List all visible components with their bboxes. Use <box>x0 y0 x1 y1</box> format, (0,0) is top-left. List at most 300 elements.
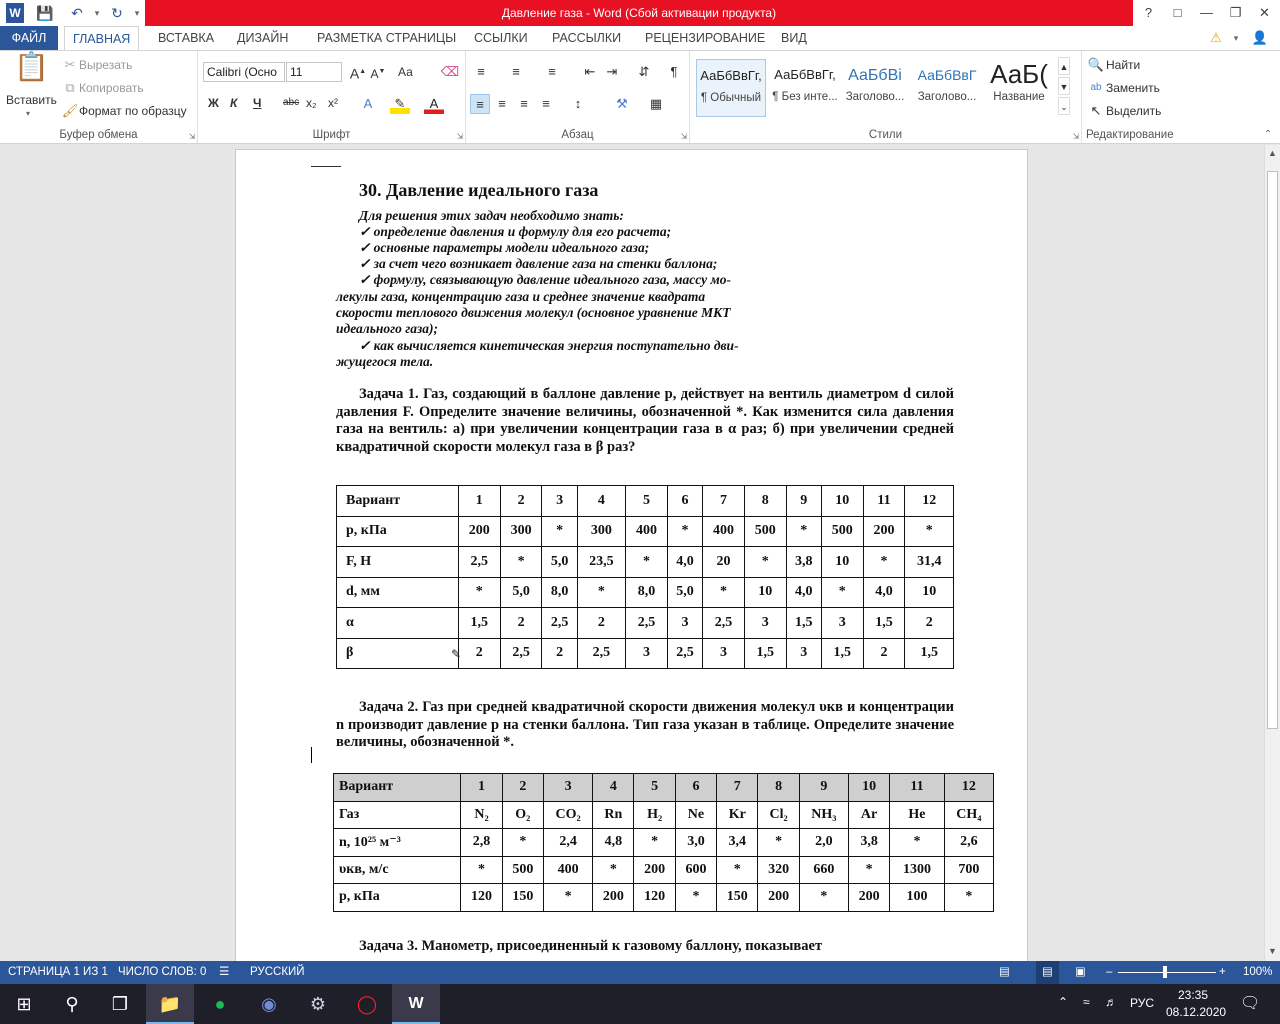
table-cell: 1,5 <box>863 608 905 639</box>
highlight-icon[interactable]: ✎ <box>390 94 410 114</box>
table-cell: 2 <box>500 608 542 639</box>
style-preview: АаБбВвГ <box>917 67 977 83</box>
intro-line: ✓ за счет чего возникает давление газа на стенки баллона; <box>359 256 718 271</box>
table-cell: 1 <box>458 486 500 517</box>
table-cell: 3 <box>821 608 863 639</box>
table-cell: 200 <box>863 516 905 547</box>
keyboard-language[interactable]: РУС <box>1130 996 1155 1010</box>
minimize-button[interactable]: — <box>1200 5 1213 20</box>
paragraph-launcher-icon[interactable]: ⇲ <box>680 132 688 141</box>
intro-line: Для решения этих задач необходимо знать: <box>359 208 624 223</box>
table-cell: 31,4 <box>905 547 954 578</box>
document-area[interactable] <box>0 145 1264 961</box>
table-cell: 5 <box>634 774 675 802</box>
table-cell: 2,8 <box>461 829 502 857</box>
table-cell: 3 <box>667 608 702 639</box>
notifications-icon[interactable]: 🗨 <box>1240 995 1261 1012</box>
zoom-slider[interactable] <box>1118 972 1216 973</box>
table-cell: 3 <box>542 486 577 517</box>
scroll-up-icon[interactable]: ▲ <box>1268 148 1277 158</box>
style-title[interactable] <box>984 59 1054 117</box>
table-cell: 4,0 <box>667 547 702 578</box>
table-cell: 8 <box>744 486 786 517</box>
style-name: ¶ Обычный <box>700 92 762 104</box>
subscript-button[interactable]: x₂ <box>306 96 317 110</box>
network-icon[interactable]: ≈ <box>1083 995 1090 1009</box>
clipboard-group-label: Буфер обмена <box>59 129 138 141</box>
table-cell: υкв, м/с <box>334 856 461 884</box>
decrease-indent-icon[interactable]: ⇤ <box>584 64 596 79</box>
redo-icon[interactable]: ↻ <box>111 5 123 21</box>
select-button[interactable]: Выделить <box>1106 104 1162 118</box>
pencil-cursor-icon: ✎ <box>451 647 462 661</box>
spotify-icon[interactable]: ● <box>214 994 226 1014</box>
table-cell: 500 <box>502 856 543 884</box>
table-cell: * <box>821 577 863 608</box>
table-cell: * <box>786 516 821 547</box>
table-cell: * <box>667 516 702 547</box>
table-row <box>337 547 954 578</box>
table-cell: 3 <box>744 608 786 639</box>
table-cell: 4,8 <box>593 829 634 857</box>
text-effects-icon[interactable]: A <box>363 96 373 111</box>
account-avatar-icon[interactable]: 👤 <box>1251 30 1269 45</box>
cut-button[interactable]: Вырезать <box>79 58 133 72</box>
table-cell: 3 <box>543 774 592 802</box>
table-cell: 2 <box>500 486 542 517</box>
table-task1 <box>336 485 954 669</box>
table-cell: 2,0 <box>799 829 848 857</box>
web-layout-icon[interactable]: ▣ <box>1075 966 1086 978</box>
table-cell: Kr <box>717 801 758 829</box>
font-name-select[interactable]: Calibri (Осно <box>203 62 285 82</box>
table-cell: 1,5 <box>905 638 954 669</box>
table-cell: 2 <box>458 638 500 669</box>
table-cell: 1,5 <box>821 638 863 669</box>
table-cell: * <box>944 884 993 912</box>
table-cell: 100 <box>890 884 944 912</box>
table-row <box>334 856 994 884</box>
table-cell: 7 <box>703 486 745 517</box>
restore-button[interactable]: ❐ <box>1229 5 1242 20</box>
table-cell: 2,5 <box>542 608 577 639</box>
style-preview: АаБбВвГг, <box>774 67 836 82</box>
scroll-thumb[interactable] <box>1267 171 1278 729</box>
table-cell: 2,5 <box>500 638 542 669</box>
window-title: Давление газа - Word (Сбой активации продукта) <box>145 0 1133 26</box>
intro-line: идеального газа); <box>336 321 438 336</box>
table-cell: 10 <box>744 577 786 608</box>
table-cell: 1,5 <box>458 608 500 639</box>
table-cell: 20 <box>703 547 745 578</box>
multilevel-list-icon[interactable]: ≡ <box>548 64 556 79</box>
proofing-icon[interactable]: ☰ <box>219 966 230 978</box>
table-cell: * <box>500 547 542 578</box>
cut-icon[interactable]: ✂ <box>64 57 76 72</box>
table-cell: 9 <box>799 774 848 802</box>
ribbon-display-icon[interactable]: □ <box>1173 5 1182 20</box>
table-cell: * <box>542 516 577 547</box>
change-case-button[interactable]: Аа <box>398 65 413 79</box>
table-cell: β <box>337 638 459 669</box>
warning-icon[interactable]: ⚠ <box>1210 30 1222 45</box>
table-cell: * <box>577 577 625 608</box>
bold-button[interactable]: Ж <box>208 96 219 110</box>
table-cell: * <box>863 547 905 578</box>
styles-more-icon[interactable]: ⌄ <box>1058 97 1070 115</box>
steam-icon[interactable]: ⚙ <box>309 994 327 1014</box>
table-cell: CH₄ <box>944 801 993 829</box>
table-cell: 2,4 <box>543 829 592 857</box>
zoom-in-icon[interactable]: + <box>1219 966 1226 978</box>
table-cell: 4,0 <box>863 577 905 608</box>
table-cell: 320 <box>758 856 799 884</box>
copy-icon[interactable]: ⧉ <box>65 80 75 95</box>
word-app-icon[interactable]: W <box>6 3 24 23</box>
intro-line: скорости теплового движения молекул (основное уравнение МКТ <box>336 305 731 320</box>
table-cell: 700 <box>944 856 993 884</box>
table-cell: * <box>634 829 675 857</box>
style-preview: АаБ( <box>990 59 1048 89</box>
table-cell: * <box>543 884 592 912</box>
table-cell: 200 <box>758 884 799 912</box>
table-cell: 6 <box>675 774 716 802</box>
table-cell: * <box>703 577 745 608</box>
table-task2 <box>333 773 994 912</box>
font-size-select[interactable]: 11 <box>286 62 342 82</box>
align-center-icon[interactable]: ≡ <box>498 96 506 111</box>
justify-icon[interactable]: ≡ <box>542 96 550 111</box>
paste-button[interactable]: Вставить <box>6 93 57 107</box>
style-name: Заголово... <box>845 91 905 103</box>
select-icon[interactable]: ↖ <box>1090 103 1102 118</box>
table-cell: 3 <box>703 638 745 669</box>
task2-text: Задача 2. Газ при средней квадратичной скорости движения молекул υкв и концентрации n производит давление p на стенки баллона. Тип газа указан в таблице. Определите значение величины, обозначенной *. <box>336 699 954 750</box>
task1-text: Задача 1. Газ, создающий в баллоне давление p, действует на вентиль диаметром d силой давления F. Определите значение величины, обозначенной *. Как изменится сила давления газа на вентиль: а) при увеличении концентрации газа в α раз; б) при увеличении средней квадратичной скорости молекул газа в β раз? <box>336 386 954 455</box>
table-cell: 400 <box>626 516 668 547</box>
table-cell: 1300 <box>890 856 944 884</box>
clipboard-group <box>0 51 198 143</box>
table-cell: 8,0 <box>626 577 668 608</box>
table-cell: * <box>744 547 786 578</box>
table-cell: 2,5 <box>667 638 702 669</box>
table-row <box>334 774 994 802</box>
word-count[interactable]: ЧИСЛО СЛОВ: 0 <box>118 966 207 978</box>
table-row <box>334 801 994 829</box>
table-cell: * <box>799 884 848 912</box>
table-cell: Газ <box>334 801 461 829</box>
table-cell: N₂ <box>461 801 502 829</box>
align-right-icon[interactable]: ≡ <box>520 96 528 111</box>
table-cell: 400 <box>703 516 745 547</box>
table-cell: He <box>890 801 944 829</box>
styles-launcher-icon[interactable]: ⇲ <box>1072 132 1080 141</box>
table-cell: 10 <box>821 547 863 578</box>
table-cell: 11 <box>863 486 905 517</box>
style-name: Название <box>993 91 1045 103</box>
zoom-out-icon[interactable]: – <box>1106 966 1113 978</box>
table-cell: d, мм <box>337 577 459 608</box>
replace-icon[interactable]: ab <box>1090 82 1102 93</box>
table-cell: 660 <box>799 856 848 884</box>
font-group-label: Шрифт <box>312 129 351 141</box>
table-cell: 1,5 <box>786 608 821 639</box>
table-cell: p, кПа <box>337 516 459 547</box>
close-button[interactable]: ✕ <box>1259 5 1270 20</box>
language[interactable]: РУССКИЙ <box>250 966 305 978</box>
table-cell: * <box>626 547 668 578</box>
read-mode-icon[interactable]: ▤ <box>999 966 1010 978</box>
sort-icon[interactable]: ⇵ <box>638 64 650 79</box>
borders-icon[interactable]: ▦ <box>649 96 663 111</box>
table-cell: 2 <box>502 774 543 802</box>
clipboard-launcher-icon[interactable]: ⇲ <box>188 132 196 141</box>
table-cell: 2 <box>905 608 954 639</box>
table-cell: 3,8 <box>848 829 889 857</box>
table-cell: 23,5 <box>577 547 625 578</box>
tab-file[interactable]: ФАЙЛ <box>0 26 58 50</box>
intro-line: жущегося тела. <box>336 354 434 369</box>
table-cell: 3,0 <box>675 829 716 857</box>
table-cell: 3 <box>626 638 668 669</box>
account-dropdown-icon[interactable]: ▾ <box>1233 33 1239 43</box>
table-cell: * <box>502 829 543 857</box>
clock-date[interactable]: 08.12.2020 <box>1166 1005 1227 1019</box>
table-cell: 12 <box>944 774 993 802</box>
table-cell: 400 <box>543 856 592 884</box>
table-cell: 200 <box>848 884 889 912</box>
table-cell: * <box>905 516 954 547</box>
table-cell: 120 <box>461 884 502 912</box>
tray-expand-icon[interactable]: ⌃ <box>1058 995 1069 1009</box>
table-cell: 4,0 <box>786 577 821 608</box>
volume-icon[interactable]: ♬ <box>1105 995 1117 1009</box>
table-cell: 1 <box>461 774 502 802</box>
table-row <box>334 829 994 857</box>
find-button[interactable]: Найти <box>1106 58 1141 72</box>
table-cell: 2 <box>863 638 905 669</box>
table-row <box>334 884 994 912</box>
table-cell: 200 <box>634 856 675 884</box>
show-marks-icon[interactable]: ¶ <box>670 64 678 79</box>
shading-icon[interactable]: ⚒ <box>616 96 628 111</box>
table-cell: 600 <box>675 856 716 884</box>
page[interactable] <box>235 149 1028 961</box>
styles-group <box>690 51 1082 143</box>
taskbar <box>0 984 1280 1024</box>
header-line <box>311 166 341 167</box>
table-cell: 300 <box>577 516 625 547</box>
tab-references[interactable]: ССЫЛКИ <box>474 31 528 45</box>
table-cell: 150 <box>502 884 543 912</box>
table-cell: 2,5 <box>577 638 625 669</box>
table-cell: * <box>758 829 799 857</box>
table-cell: 120 <box>634 884 675 912</box>
table-cell: F, Н <box>337 547 459 578</box>
table-cell: 11 <box>890 774 944 802</box>
tab-review[interactable]: РЕЦЕНЗИРОВАНИЕ <box>645 31 766 45</box>
table-cell: 4 <box>593 774 634 802</box>
table-cell: 3 <box>786 638 821 669</box>
table-cell: NH₃ <box>799 801 848 829</box>
intro-line: лекулы газа, концентрацию газа и среднее значение квадрата <box>336 289 706 304</box>
increase-indent-icon[interactable]: ⇥ <box>606 64 618 79</box>
intro-line: ✓ определение давления и формулу для его расчета; <box>359 224 672 239</box>
opera-icon[interactable]: ◯ <box>356 994 378 1014</box>
help-button[interactable]: ? <box>1144 5 1153 20</box>
table-cell: Ar <box>848 801 889 829</box>
shrink-font-icon[interactable]: A▼ <box>370 67 386 81</box>
table-cell: 1,5 <box>744 638 786 669</box>
find-icon[interactable]: 🔍 <box>1087 57 1105 72</box>
style-name: Заголово... <box>917 91 977 103</box>
superscript-button[interactable]: x² <box>328 96 338 110</box>
word-taskbar-icon[interactable]: W <box>392 984 440 1024</box>
replace-button[interactable]: Заменить <box>1106 81 1160 95</box>
table-cell: 500 <box>821 516 863 547</box>
print-layout-icon[interactable]: ▤ <box>1036 961 1059 984</box>
table-cell: 5,0 <box>667 577 702 608</box>
table-cell: 150 <box>717 884 758 912</box>
search-icon[interactable]: ⚲ <box>65 994 79 1014</box>
clock-time[interactable]: 23:35 <box>1178 988 1209 1002</box>
table-cell: 7 <box>717 774 758 802</box>
table-cell: 200 <box>593 884 634 912</box>
text-cursor <box>311 747 312 763</box>
clear-formatting-icon[interactable]: ⌫ <box>440 64 460 79</box>
task3-text: Задача 3. Манометр, присоединенный к газовому баллону, показывает <box>359 938 823 954</box>
zoom-level[interactable]: 100% <box>1243 966 1273 978</box>
table-cell: Вариант <box>334 774 461 802</box>
table-cell: n, 10²⁵ м⁻³ <box>334 829 461 857</box>
italic-button[interactable]: К <box>230 96 238 110</box>
scroll-down-icon[interactable]: ▼ <box>1268 946 1277 956</box>
table-cell: 10 <box>848 774 889 802</box>
strikethrough-button[interactable]: abc <box>283 97 300 108</box>
undo-icon[interactable]: ↶ <box>71 5 83 21</box>
table-cell: 5,0 <box>500 577 542 608</box>
style-heading1[interactable] <box>840 59 910 117</box>
editing-group <box>1082 51 1180 143</box>
table-cell: * <box>458 577 500 608</box>
table-cell: H₂ <box>634 801 675 829</box>
qat-customize-icon[interactable]: ▾ <box>134 8 140 18</box>
style-preview: АаБбВі <box>848 67 902 84</box>
styles-scroll-down-icon[interactable]: ▼ <box>1058 77 1070 95</box>
tab-design[interactable]: ДИЗАЙН <box>237 31 289 45</box>
table-cell: * <box>717 856 758 884</box>
format-painter-icon[interactable]: 🖌 <box>61 103 79 118</box>
table-cell: 2,6 <box>944 829 993 857</box>
align-left-icon[interactable]: ≡ <box>470 94 490 114</box>
undo-dropdown-icon[interactable]: ▾ <box>94 8 100 18</box>
tab-mailings[interactable]: РАССЫЛКИ <box>552 31 622 45</box>
table-cell: * <box>848 856 889 884</box>
tab-home[interactable]: ГЛАВНАЯ <box>64 26 139 51</box>
table-cell: 10 <box>905 577 954 608</box>
save-icon[interactable]: 💾 <box>36 5 54 21</box>
discord-icon[interactable]: ◉ <box>261 994 277 1014</box>
vertical-scrollbar[interactable] <box>1264 145 1280 961</box>
styles-group-label: Стили <box>868 129 903 141</box>
file-explorer-icon[interactable]: 📁 <box>146 984 194 1024</box>
underline-button[interactable]: Ч <box>253 96 262 110</box>
copy-button[interactable]: Копировать <box>79 81 144 95</box>
table-cell: * <box>593 856 634 884</box>
table-cell: 500 <box>744 516 786 547</box>
editing-group-label: Редактирование <box>1086 129 1174 141</box>
tab-view[interactable]: ВИД <box>781 31 807 45</box>
table-cell: 300 <box>500 516 542 547</box>
table-cell: 3,8 <box>786 547 821 578</box>
page-count[interactable]: СТРАНИЦА 1 ИЗ 1 <box>8 966 108 978</box>
tab-insert[interactable]: ВСТАВКА <box>158 31 215 45</box>
ribbon <box>0 50 1280 144</box>
table-row <box>337 638 954 669</box>
table-cell: 4 <box>577 486 625 517</box>
table-cell: Cl₂ <box>758 801 799 829</box>
table-cell: 2 <box>542 638 577 669</box>
table-cell: 5,0 <box>542 547 577 578</box>
page-heading: 30. Давление идеального газа <box>359 180 599 200</box>
table-cell: 3,4 <box>717 829 758 857</box>
bullets-icon[interactable]: ≡ <box>477 64 485 79</box>
style-no-spacing[interactable] <box>770 59 840 117</box>
styles-scroll-up-icon[interactable]: ▲ <box>1058 57 1070 75</box>
style-name: ¶ Без инте... <box>772 91 838 103</box>
font-color-icon[interactable]: A <box>424 94 444 114</box>
line-spacing-icon[interactable]: ↕ <box>574 96 582 111</box>
table-cell: * <box>675 884 716 912</box>
table-cell: α <box>337 608 459 639</box>
table-cell: 2 <box>577 608 625 639</box>
tab-layout[interactable]: РАЗМЕТКА СТРАНИЦЫ <box>317 31 457 45</box>
intro-line: ✓ формулу, связывающую давление идеального газа, массу мо- <box>359 272 731 287</box>
table-cell: 12 <box>905 486 954 517</box>
table-cell: CO₂ <box>543 801 592 829</box>
table-cell: p, кПа <box>334 884 461 912</box>
status-bar <box>0 961 1280 984</box>
task-view-icon[interactable]: ❐ <box>111 994 129 1014</box>
style-normal[interactable] <box>696 59 766 117</box>
grow-font-icon[interactable]: A▲ <box>349 65 367 82</box>
paste-dropdown-icon[interactable]: ▾ <box>26 109 31 118</box>
paragraph-group <box>466 51 690 143</box>
intro-line: ✓ основные параметры модели идеального газа; <box>359 240 650 255</box>
table-cell: 10 <box>821 486 863 517</box>
table-cell: 2,5 <box>626 608 668 639</box>
intro-line: ✓ как вычисляется кинетическая энергия поступательно дви- <box>359 338 739 353</box>
format-painter-button[interactable]: Формат по образцу <box>79 104 187 118</box>
table-cell: * <box>461 856 502 884</box>
font-launcher-icon[interactable]: ⇲ <box>456 132 464 141</box>
ribbon-tabs <box>0 26 1280 50</box>
style-heading2[interactable] <box>912 59 982 117</box>
table-cell: Вариант <box>337 486 459 517</box>
paste-icon[interactable]: 📋 <box>14 51 49 82</box>
numbering-icon[interactable]: ≡ <box>512 64 520 79</box>
table-row <box>337 577 954 608</box>
zoom-slider-thumb[interactable] <box>1163 966 1167 978</box>
table-cell: 6 <box>667 486 702 517</box>
collapse-ribbon-icon[interactable]: ⌃ <box>1263 129 1273 140</box>
start-icon[interactable]: ⊞ <box>16 994 32 1014</box>
table-cell: 8,0 <box>542 577 577 608</box>
table-cell: 9 <box>786 486 821 517</box>
font-group <box>198 51 466 143</box>
table-cell: 2,5 <box>703 608 745 639</box>
paragraph-group-label: Абзац <box>561 129 594 141</box>
